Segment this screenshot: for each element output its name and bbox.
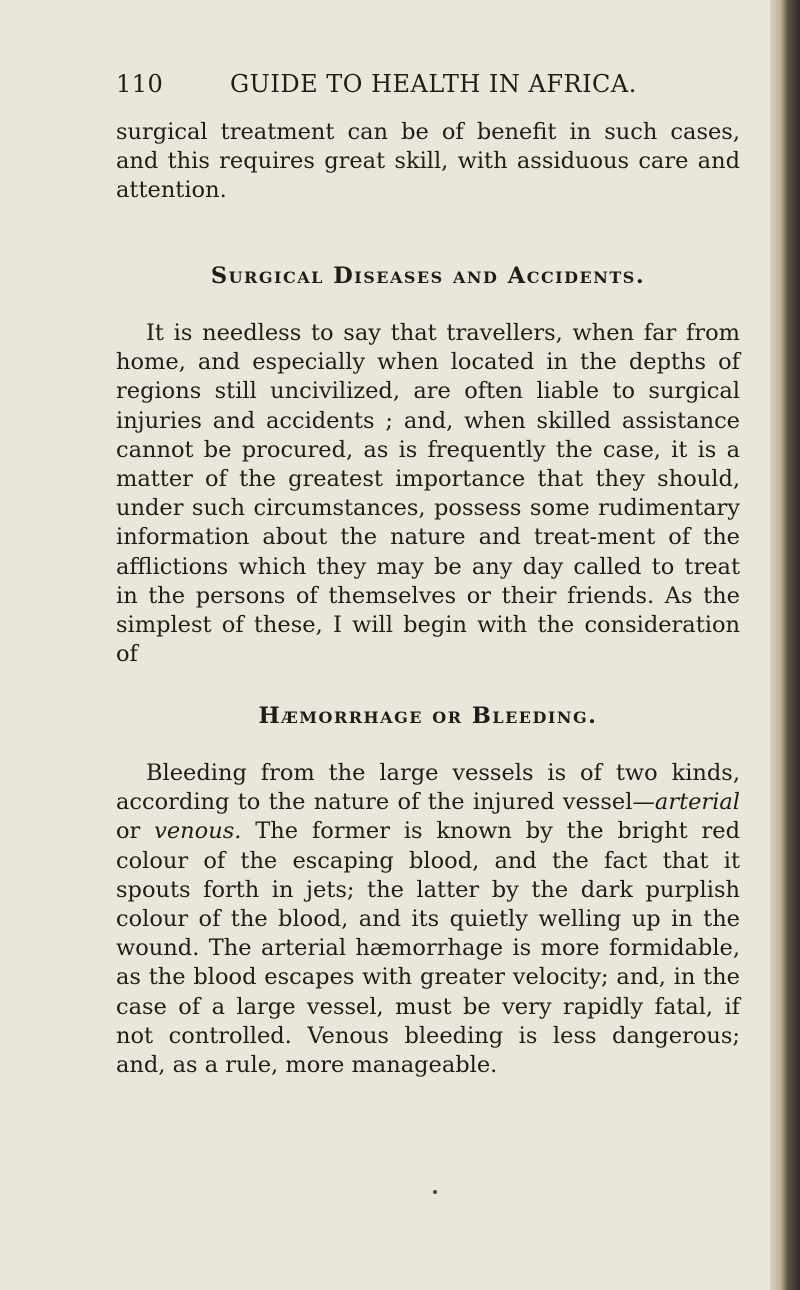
running-head xyxy=(116,70,736,110)
bleeding-text-1: Bleeding from the large vessels is of two kinds, according to the nature of the injured vessel— xyxy=(116,760,740,816)
running-title: GUIDE TO HEALTH IN AFRICA. xyxy=(230,70,637,98)
ink-dot xyxy=(433,1190,437,1194)
section-heading-surgical: Surgical Diseases and Accidents. xyxy=(210,263,646,289)
page-number: 110 xyxy=(116,70,164,98)
bleeding-text-2: The former is known by the bright red colour of the escaping blood, and the fact that it spouts forth in jets; the latter by the dark purplish colour of the blood, and its quietly welling up in the wound. The arterial hæmorrhage is more formidable, as the blood escapes with greater velocity; and, in the case of a large vessel, must be very rapidly fatal, if not controlled. Venous bleeding is less dangerous; and, as a rule, more manageable. xyxy=(116,818,740,1079)
paragraph-continuation: surgical treatment can be of benefit in such cases, and this requires great skill, with assiduous care and attention. xyxy=(116,119,740,204)
section-heading-haemorrhage: Hæmorrhage or Bleeding. xyxy=(258,703,598,729)
paragraph-bleeding xyxy=(116,759,740,1080)
paragraph-travellers: It is needless to say that travellers, when far from home, and especially when located in the depths of regions still uncivilized, are often liable to surgical injuries and accidents ; and, when skilled assistance cannot be procured, as is frequently the case, it is a matter of the greatest importance that they should, under such circumstances, possess some rudimentary information about the nature and treat-ment of the afflictions which they may be any day called to treat in the persons of themselves or their friends. As the simplest of these, I will begin with the consideration of xyxy=(116,320,740,668)
venous-term: venous. xyxy=(154,818,242,845)
page-edge xyxy=(770,0,800,1290)
arterial-term: arterial xyxy=(654,789,740,816)
or-text: or xyxy=(116,818,155,845)
